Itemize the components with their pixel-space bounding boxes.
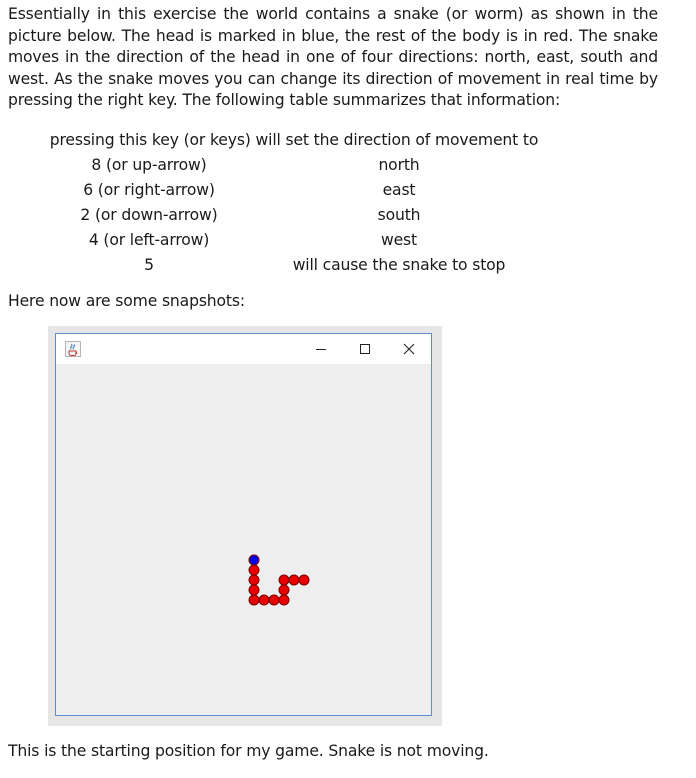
table-header: pressing this key (or keys) will set the direction of movement to bbox=[49, 130, 539, 149]
snake-body-segment bbox=[279, 575, 289, 585]
snake-head bbox=[249, 555, 259, 565]
snapshots-heading: Here now are some snapshots: bbox=[8, 292, 245, 310]
snake-body-segment bbox=[289, 575, 299, 585]
snake-body-segment bbox=[299, 575, 309, 585]
direction-cell: east bbox=[382, 180, 416, 199]
snake-drawing bbox=[56, 364, 431, 715]
snake-body-segment bbox=[249, 565, 259, 575]
direction-cell: north bbox=[378, 155, 420, 174]
close-button[interactable] bbox=[387, 334, 431, 364]
table-row bbox=[44, 252, 544, 277]
snake-body-segment bbox=[249, 585, 259, 595]
key-cell: 2 (or down-arrow) bbox=[80, 205, 218, 224]
snake-body-segment bbox=[269, 595, 279, 605]
snapshot-caption: This is the starting position for my game. Snake is not moving. bbox=[8, 742, 489, 760]
snake-body-segment bbox=[249, 575, 259, 585]
intro-paragraph: Essentially in this exercise the world contains a snake (or worm) as shown in the picture below. The head is marked in blue, the rest of the body is in red. The snake moves in the direction of the head in one of four directions: north, east, south and west. As the snake moves you can change its direction of movement in real time by pressing the right key. The following table summarizes that information: bbox=[8, 5, 658, 109]
minimize-icon bbox=[299, 334, 343, 364]
snake-body-segment bbox=[249, 595, 259, 605]
table-row bbox=[44, 202, 544, 227]
direction-cell: will cause the snake to stop bbox=[292, 255, 506, 274]
snake-body-segment bbox=[279, 585, 289, 595]
table-row bbox=[44, 227, 544, 252]
key-cell: 8 (or up-arrow) bbox=[91, 155, 207, 174]
key-cell: 6 (or right-arrow) bbox=[83, 180, 215, 199]
snake-body-segment bbox=[279, 595, 289, 605]
maximize-button[interactable] bbox=[343, 334, 387, 364]
key-direction-table bbox=[44, 127, 544, 277]
table-row bbox=[44, 152, 544, 177]
minimize-button[interactable] bbox=[299, 334, 343, 364]
window-titlebar[interactable] bbox=[56, 334, 431, 364]
close-icon bbox=[387, 334, 431, 364]
table-row bbox=[44, 177, 544, 202]
snake-game-window[interactable] bbox=[55, 333, 432, 716]
key-cell: 5 bbox=[144, 255, 154, 274]
game-canvas[interactable] bbox=[56, 364, 431, 715]
key-cell: 4 (or left-arrow) bbox=[88, 230, 210, 249]
maximize-icon bbox=[343, 334, 387, 364]
snake-body-segment bbox=[259, 595, 269, 605]
direction-cell: west bbox=[381, 230, 417, 249]
direction-cell: south bbox=[377, 205, 421, 224]
java-cup-icon[interactable] bbox=[65, 341, 81, 357]
